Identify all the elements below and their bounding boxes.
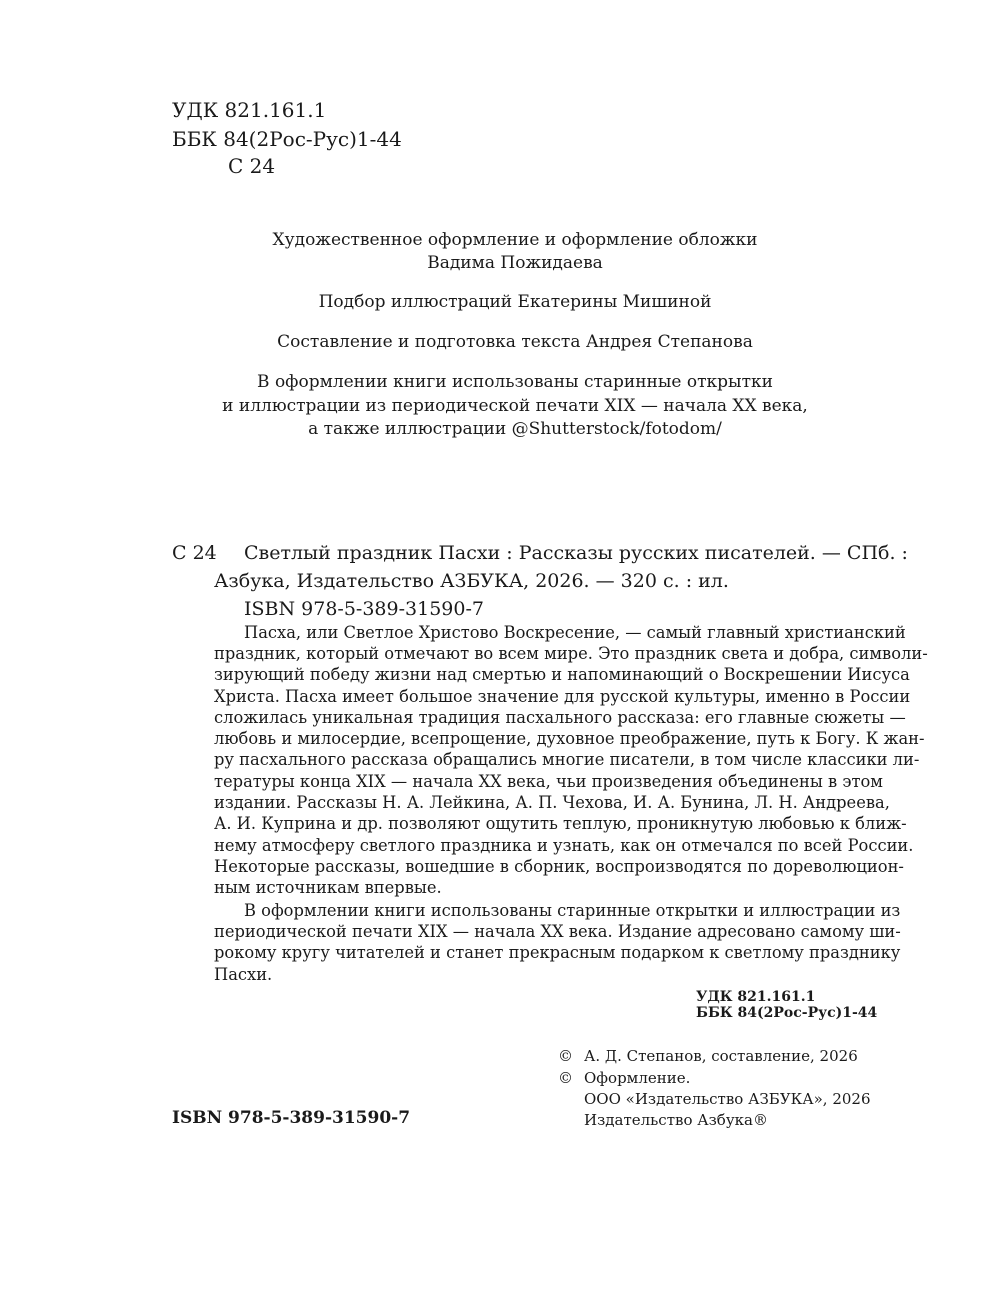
catalog-isbn: ISBN 978-5-389-31590-7 — [244, 598, 484, 620]
isbn-bottom: ISBN 978-5-389-31590-7 — [172, 1108, 411, 1128]
design-note-line: а также иллюстрации @Shutterstock/fotodom/ — [308, 419, 722, 439]
annotation-line: Некоторые рассказы, вошедшие в сборник, воспроизводятся по дореволюцион- — [214, 857, 904, 876]
annotation-line: Пасха, или Светлое Христово Воскресение, — самый главный христианский — [244, 623, 906, 642]
annotation-line: Христа. Пасха имеет большое значение для русской культуры, именно в России — [214, 687, 911, 706]
copyright-line-3: ООО «Издательство АЗБУКА», 2026 — [584, 1090, 871, 1108]
bbk-code-bottom: ББК 84(2Рос-Рус)1-44 — [696, 1005, 878, 1021]
copyright-symbol: © — [558, 1047, 573, 1065]
annotation-line: тературы конца XIX — начала XX века, чьи произведения объединены в этом — [214, 772, 883, 791]
annotation-line: периодической печати XIX — начала XX века. Издание адресовано самому ши- — [214, 922, 901, 941]
bbk-code: ББК 84(2Рос-Рус)1-44 — [172, 127, 402, 151]
annotation-line: праздник, который отмечают во всем мире. Это праздник света и добра, символи- — [214, 644, 928, 663]
annotation-line: А. И. Куприна и др. позволяют ощутить теплую, проникнутую любовью к ближ- — [214, 814, 907, 833]
compilation-credit: Составление и подготовка текста Андрея Степанова — [277, 332, 753, 352]
copyright-symbol: © — [558, 1069, 573, 1087]
design-credit-line-2: Вадима Пожидаева — [427, 253, 603, 273]
udk-code-bottom: УДК 821.161.1 — [696, 989, 816, 1005]
copyright-line-4: Издательство Азбука® — [584, 1111, 768, 1129]
illustrations-credit: Подбор иллюстраций Екатерины Мишиной — [318, 292, 712, 312]
annotation-line: ным источникам впервые. — [214, 878, 442, 897]
annotation-line: любовь и милосердие, всепрощение, духовное преображение, путь к Богу. К жан- — [214, 729, 925, 748]
annotation-line: издании. Рассказы Н. А. Лейкина, А. П. Чехова, И. А. Бунина, Л. Н. Андреева, — [214, 793, 890, 812]
annotation-line: зирующий победу жизни над смертью и напоминающий о Воскрешении Иисуса — [214, 665, 910, 684]
copyright-line-2: Оформление. — [584, 1069, 691, 1087]
annotation-line: ру пасхального рассказа обращались многие писатели, в том числе классики ли- — [214, 750, 920, 769]
catalog-title-line-1: Светлый праздник Пасхи : Рассказы русских писателей. — СПб. : — [244, 542, 908, 564]
design-note-line: и иллюстрации из периодической печати XIX — начала XX века, — [222, 396, 808, 416]
annotation-line: сложилась уникальная традиция пасхального рассказа: его главные сюжеты — — [214, 708, 906, 727]
annotation-line: нему атмосферу светлого праздника и узнать, как он отмечался по всей России. — [214, 836, 914, 855]
catalog-mark: С 24 — [172, 542, 217, 564]
catalog-title-line-2: Азбука, Издательство АЗБУКА, 2026. — 320 с. : ил. — [214, 570, 729, 592]
design-note-line: В оформлении книги использованы старинные открытки — [257, 372, 773, 392]
design-credit-line-1: Художественное оформление и оформление обложки — [272, 230, 758, 250]
udk-code: УДК 821.161.1 — [172, 98, 327, 122]
copyright-line-1: А. Д. Степанов, составление, 2026 — [584, 1047, 858, 1065]
annotation-line: рокому кругу читателей и станет прекрасным подарком к светлому празднику — [214, 943, 901, 962]
annotation-line: В оформлении книги использованы старинные открытки и иллюстрации из — [244, 901, 901, 920]
author-mark: С 24 — [228, 154, 276, 178]
annotation-line: Пасхи. — [214, 965, 273, 984]
